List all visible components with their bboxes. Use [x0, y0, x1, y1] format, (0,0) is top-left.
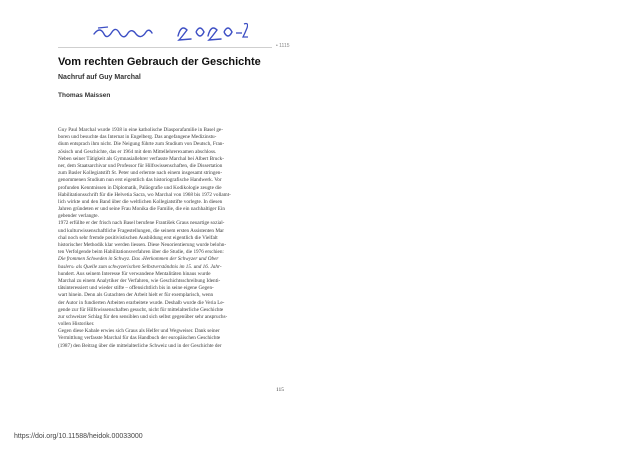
body-line: dium entsprach ihm nicht. Die Neigung führte zum Studium von Deutsch, Fran- — [58, 141, 225, 148]
body-line: profunden Kenntnissen in Diplomatik, Paläografie und Kodikologie zeugte die — [58, 184, 222, 191]
header-rule — [58, 47, 272, 48]
article-subtitle: Nachruf auf Guy Marchal — [58, 74, 141, 81]
body-line: lich wirkte und den Band über die weltlichen Kollegiatstifte vorlegte. In diesen — [58, 198, 223, 205]
body-line: zum Basler Kollegiatstift St. Peter und erlernte nach einem insgesamt stringen- — [58, 170, 223, 177]
page-number: 115 — [276, 387, 285, 393]
body-line: ten Verfolgende beim Habilitationsverfahren über die Studie, die 1976 erschien: — [58, 249, 224, 256]
body-line: vollen Historiker. — [58, 321, 95, 328]
body-line: tätsinteressiert und wieder stifte – offensichtlich bis in seine eigene Gegen- — [58, 285, 214, 292]
body-line: Neben seiner Tätigkeit als Gymnasiallehrer verfasste Marchal bei Albert Bruck- — [58, 155, 224, 162]
body-line: gebender verlangte. — [58, 213, 99, 220]
body-line: wart hinein. Denn als Gutachten der Arbeit hielt er für exemplarisch, wenn — [58, 292, 214, 299]
article-body — [58, 127, 270, 350]
body-line: genommenen Studium nun erst eigentlich das historiografische Handwerk. Vor — [58, 177, 222, 184]
body-line: 1972 erfüllte er der frisch nach Basel berufene František Graus neuartige sozial- — [58, 220, 225, 227]
body-line: chal noch sehr fremde positivistischen Ausbildung erst eigentlich die Vielfalt — [58, 234, 218, 241]
body-line: historischer Methodik klar werden liessen. Diese Neuorientierung wurde belohn- — [58, 242, 227, 248]
body-line: und kulturwissenschaftliche Fragestellungen, die seinem ersten Assistenten Mar — [58, 227, 224, 234]
body-line: hundert. Aus seinem Interesse für verwandene Mentalitäten hinaus wurde — [58, 270, 211, 277]
body-line: boren und besuchte das Internat in Engelberg. Das angefangene Medizinstu- — [58, 134, 217, 141]
body-line: (1987) den Beitrag über die mittelalterliche Schweiz und in der Geschichte der — [58, 342, 222, 349]
body-line: Gegen diese Kabale erwies sich Graus als Helfer und Wegweiser. Dank seiner — [58, 328, 220, 335]
body-line: Guy Paul Marchal wurde 1938 in eine katholische Diasporafamilie in Basel ge- — [58, 127, 223, 133]
body-line: Jahren gründeten er und seine Frau Monika die Familie, die ein nachhaltiger Ein — [58, 206, 225, 213]
doi-link[interactable]: https://doi.org/10.11588/heidok.00033000 — [14, 433, 143, 440]
body-line: gende zur für Hilfswissenschaften gesucht, nicht für mittelalterliche Geschichte — [58, 306, 224, 313]
body-line: Die frommen Schweden in Schwyz. Das ›Herkommen der Schwyzer und Ober — [58, 256, 219, 263]
body-line: Habilitationsschrift für die Helvetia Sacra, wo Marchal von 1968 bis 1972 vollamt- — [58, 191, 231, 198]
article-title: Vom rechten Gebrauch der Geschichte — [58, 56, 261, 68]
body-line: ner, dem Staatsarchivar und Professor für Hilfswissenschaften, die Dissertation — [58, 162, 223, 169]
article-author: Thomas Maissen — [58, 92, 111, 99]
header-mark: • 1115 — [276, 43, 290, 49]
handwritten-annotation — [88, 14, 248, 50]
body-line: Vermittlung verfasste Marchal für das Handbuch der europäischen Geschichte — [58, 335, 221, 342]
body-line: zösisch und Geschichte, das er 1964 mit dem Mittellehrerexamen abschloss. — [58, 148, 217, 155]
body-line: Marchal zu einem Analytiker der Verfahren, wie Geschichtsschreibung Identi- — [58, 277, 221, 284]
body-line: haslers‹ als Quelle zum schwyzerischen Selbstverständnis im 15. und 16. Jahr- — [58, 263, 222, 270]
body-line: zur schweizer Schlag für den sensiblen und sich selbst gegenüber sehr anspruchs- — [58, 313, 228, 320]
body-line: der Autor in fundierten Arbeiten erarbeitete wurde. Deshalb wurde die Veria Le- — [58, 299, 225, 306]
